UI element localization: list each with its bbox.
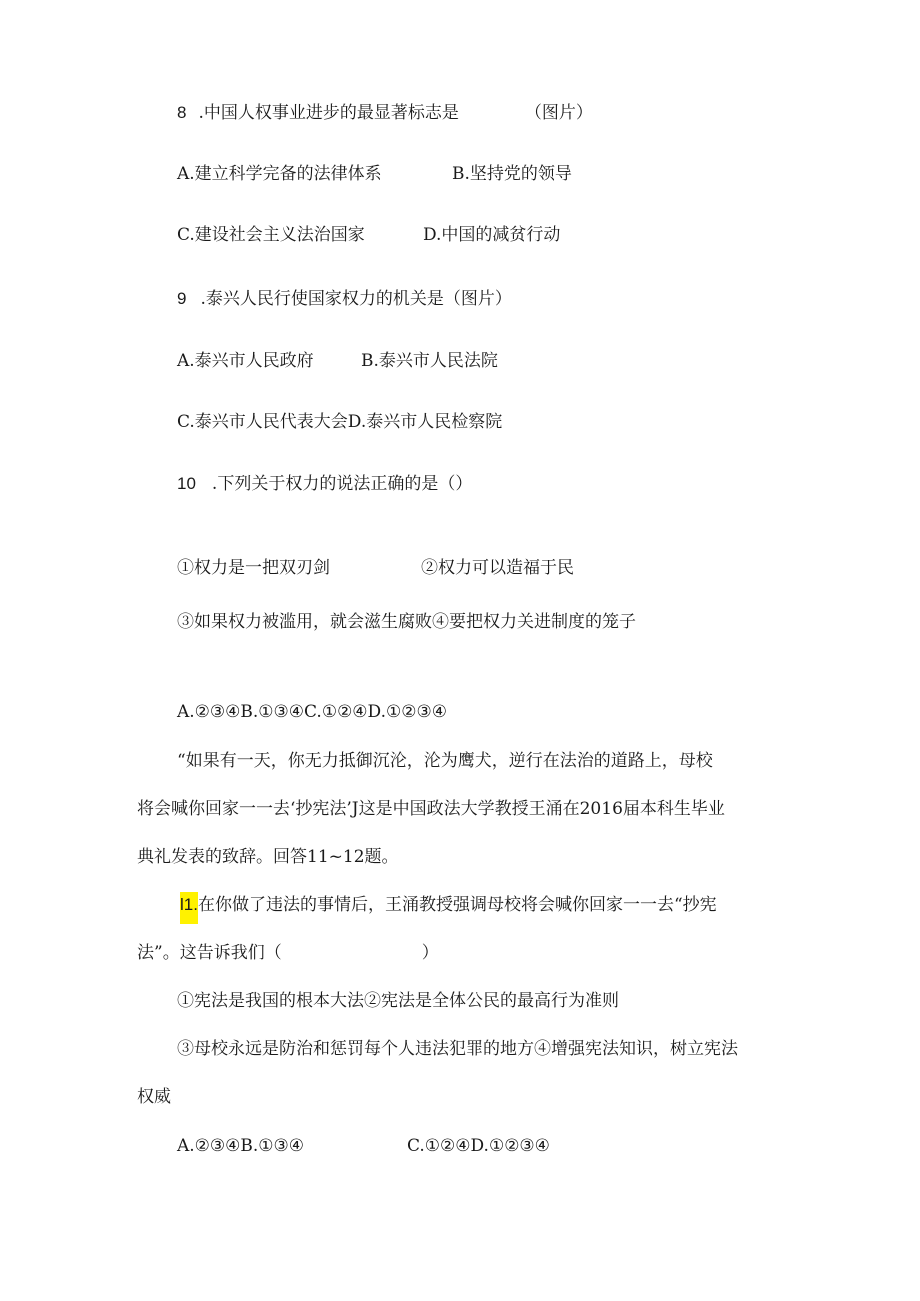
q8-stem-tail: （图片） xyxy=(524,103,593,123)
q9-stem-text: .泰兴人民行使国家权力的机关是（图片） xyxy=(200,289,512,309)
q9-number: 9 xyxy=(177,289,187,308)
q10-stem-text: .下列关于权力的说法正确的是（） xyxy=(211,474,473,494)
q11-options-ab: A.②③④B.①③④ xyxy=(177,1136,305,1156)
q11-statement-12: ①宪法是我国的根本大法②宪法是全体公民的最高行为准则 xyxy=(177,991,619,1011)
q8-option-b: B.坚持党的领导 xyxy=(452,164,572,184)
q10-statement-2: ②权力可以造福于民 xyxy=(421,558,574,578)
passage-line-3: 典礼发表的致辞。回答11~12题。 xyxy=(137,847,399,867)
q8-stem-text: .中国人权事业进步的最显著标志是 xyxy=(198,103,459,123)
q11-statement-34-line-2: 权威 xyxy=(137,1087,171,1107)
q10-statement-34: ③如果权力被滥用，就会滋生腐败④要把权力关进制度的笼子 xyxy=(177,612,636,632)
q11-number-highlight: l1. xyxy=(180,892,198,924)
q11-stem-text-2: 法”。这告诉我们（ xyxy=(137,943,282,963)
q10-statement-1: ①权力是一把双刃剑 xyxy=(177,558,330,578)
q10-number: 10 xyxy=(177,474,196,493)
passage-line-2: 将会喊你回家一一去‘抄宪法’J这是中国政法大学教授王涌在2016届本科生毕业 xyxy=(137,799,725,819)
q8-option-c: C.建设社会主义法治国家 xyxy=(177,225,365,245)
passage-line-1: “如果有一天，你无力抵御沉沦，沦为鹰犬，逆行在法治的道路上，母校 xyxy=(177,751,713,771)
q8-option-a: A.建立科学完备的法律体系 xyxy=(177,164,382,184)
q11-stem-line-1 xyxy=(180,894,717,924)
q9-option-a: A.泰兴市人民政府 xyxy=(177,351,314,371)
q10-options: A.②③④B.①③④C.①②④D.①②③④ xyxy=(177,702,447,722)
q11-options-cd: C.①②④D.①②③④ xyxy=(407,1136,550,1156)
q11-stem-line-2 xyxy=(137,942,439,964)
q9-option-cd: C.泰兴市人民代表大会D.泰兴市人民检察院 xyxy=(177,412,503,432)
q9-stem xyxy=(177,288,512,310)
q11-statement-34-line-1: ③母校永远是防治和惩罚每个人违法犯罪的地方④增强宪法知识，树立宪法 xyxy=(177,1039,738,1059)
q11-stem-text-1: 在你做了违法的事情后，王涌教授强调母校将会喊你回家一一去“抄宪 xyxy=(197,895,717,915)
q10-stem xyxy=(177,473,472,495)
q8-option-d: D.中国的减贫行动 xyxy=(423,225,561,245)
q11-stem-close: ） xyxy=(421,943,439,963)
q8-number: 8 xyxy=(177,103,187,122)
q9-option-b: B.泰兴市人民法院 xyxy=(361,351,498,371)
q8-stem xyxy=(177,102,593,124)
